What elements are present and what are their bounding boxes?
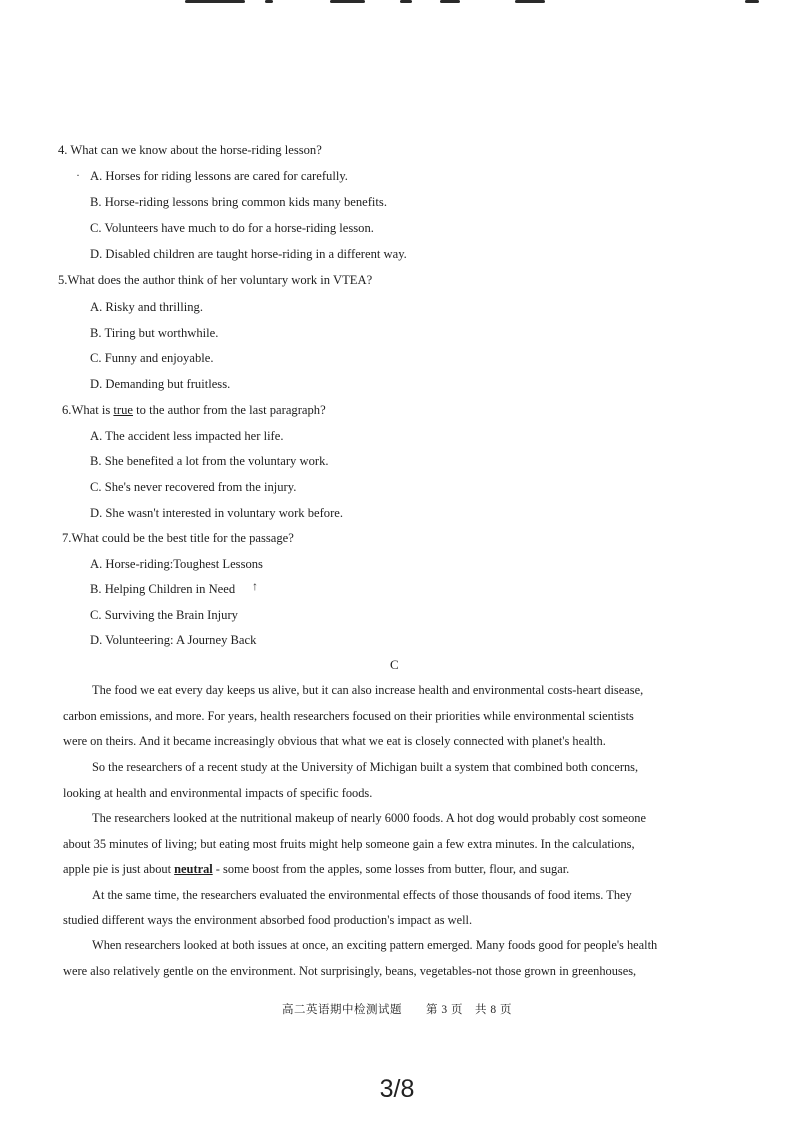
question-7-option-b: B. Helping Children in Need <box>90 582 236 596</box>
scan-artifact <box>515 0 545 3</box>
passage-line <box>63 861 728 877</box>
scan-artifact <box>330 0 365 3</box>
passage-line: So the researchers of a recent study at the University of Michigan built a system that combined both concerns, <box>92 760 639 774</box>
passage-line: studied different ways the environment absorbed food production's impact as well. <box>63 913 473 927</box>
question-5-option-b: B. Tiring but worthwhile. <box>90 326 219 340</box>
question-5-option-a: A. Risky and thrilling. <box>90 300 203 314</box>
passage-line: The researchers looked at the nutritional makeup of nearly 6000 foods. A hot dog would probably cost someone <box>92 811 647 825</box>
passage-line: At the same time, the researchers evaluated the environmental effects of those thousands of food items. They <box>92 888 632 902</box>
scan-artifact <box>185 0 245 3</box>
question-6-option-d: D. She wasn't interested in voluntary work before. <box>90 506 344 520</box>
question-6-keyword: true <box>113 403 134 417</box>
question-4-option-d: D. Disabled children are taught horse-riding in a different way. <box>90 247 407 261</box>
page-counter: 3/8 <box>379 1075 415 1103</box>
scan-artifact <box>265 0 273 3</box>
scan-artifact <box>400 0 412 3</box>
question-5-stem: 5.What does the author think of her voluntary work in VTEA? <box>58 273 373 287</box>
passage-line: looking at health and environmental impacts of specific foods. <box>63 786 373 800</box>
question-6-stem-after: to the author from the last paragraph? <box>133 403 326 417</box>
pencil-mark: · <box>76 168 80 182</box>
question-7-option-d: D. Volunteering: A Journey Back <box>90 633 257 647</box>
question-4-option-b: B. Horse-riding lessons bring common kids many benefits. <box>90 195 387 209</box>
page-footer: 高二英语期中检测试题 第 3 页 共 8 页 <box>282 1004 512 1016</box>
passage-text: - some boost from the apples, some losses from butter, flour, and sugar. <box>212 862 570 876</box>
question-7-stem: 7.What could be the best title for the passage? <box>62 531 294 545</box>
passage-line: carbon emissions, and more. For years, health researchers focused on their priorities while environmental scientists <box>63 709 634 723</box>
question-6-stem <box>62 402 326 418</box>
question-6-option-b: B. She benefited a lot from the voluntary work. <box>90 454 329 468</box>
passage-line: were on theirs. And it became increasingly obvious that what we eat is closely connected with planet's health. <box>63 734 606 748</box>
passage-keyword: neutral <box>174 862 213 876</box>
pencil-mark: ↑ <box>252 579 258 593</box>
question-6-option-c: C. She's never recovered from the injury. <box>90 480 297 494</box>
question-4-option-c: C. Volunteers have much to do for a horse-riding lesson. <box>90 221 374 235</box>
passage-line: When researchers looked at both issues at once, an exciting pattern emerged. Many foods good for people's health <box>92 938 658 952</box>
passage-line: The food we eat every day keeps us alive, but it can also increase health and environmental costs-heart disease, <box>92 683 644 697</box>
question-7-option-a: A. Horse-riding:Toughest Lessons <box>90 557 263 571</box>
passage-line: were also relatively gentle on the environment. Not surprisingly, beans, vegetables-not those grown in greenhouses, <box>63 964 637 978</box>
question-7-option-c: C. Surviving the Brain Injury <box>90 608 238 622</box>
question-6-stem-before: 6.What is <box>62 403 114 417</box>
passage-text: apple pie is just about <box>63 862 175 876</box>
passage-line: about 35 minutes of living; but eating most fruits might help someone gain a few extra minutes. In the calculations, <box>63 837 635 851</box>
question-4-option-a: A. Horses for riding lessons are cared for carefully. <box>90 169 348 183</box>
scan-artifact <box>440 0 460 3</box>
scan-artifact <box>745 0 759 3</box>
section-label: C <box>390 657 399 672</box>
question-5-option-d: D. Demanding but fruitless. <box>90 377 231 391</box>
question-5-option-c: C. Funny and enjoyable. <box>90 351 214 365</box>
question-4-stem: 4. What can we know about the horse-riding lesson? <box>58 143 322 157</box>
question-6-option-a: A. The accident less impacted her life. <box>90 429 284 443</box>
